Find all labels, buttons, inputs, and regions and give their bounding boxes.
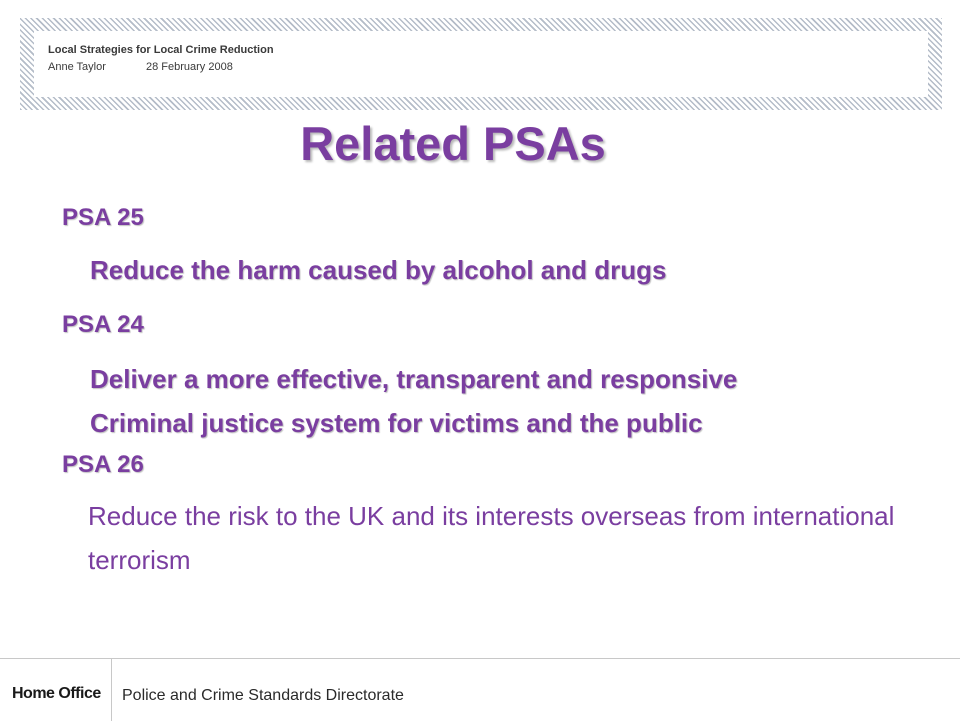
psa-25-heading: PSA 25 [62,204,144,231]
directorate-name: Police and Crime Standards Directorate [122,687,404,704]
psa-24-heading: PSA 24 [62,311,144,338]
psa-25-description: Reduce the harm caused by alcohol and drugs [90,255,667,285]
psa-24-description-line-2: Criminal justice system for victims and the public [90,408,703,438]
psa-24-description-line-1: Deliver a more effective, transparent and responsive [90,364,738,394]
slide-title: Related PSAs [300,117,606,170]
header-panel [34,31,928,97]
presentation-title: Local Strategies for Local Crime Reduction [48,44,274,56]
presenter-name: Anne Taylor [48,61,106,73]
logo-text: Home Office [12,685,101,702]
psa-26-description: Reduce the risk to the UK and its interests overseas from international terrorism [88,501,895,575]
header-frame [20,18,942,110]
footer [0,658,960,721]
presentation-date: 28 February 2008 [146,61,233,73]
psa-26-heading: PSA 26 [62,451,144,478]
home-office-logo [0,659,112,721]
